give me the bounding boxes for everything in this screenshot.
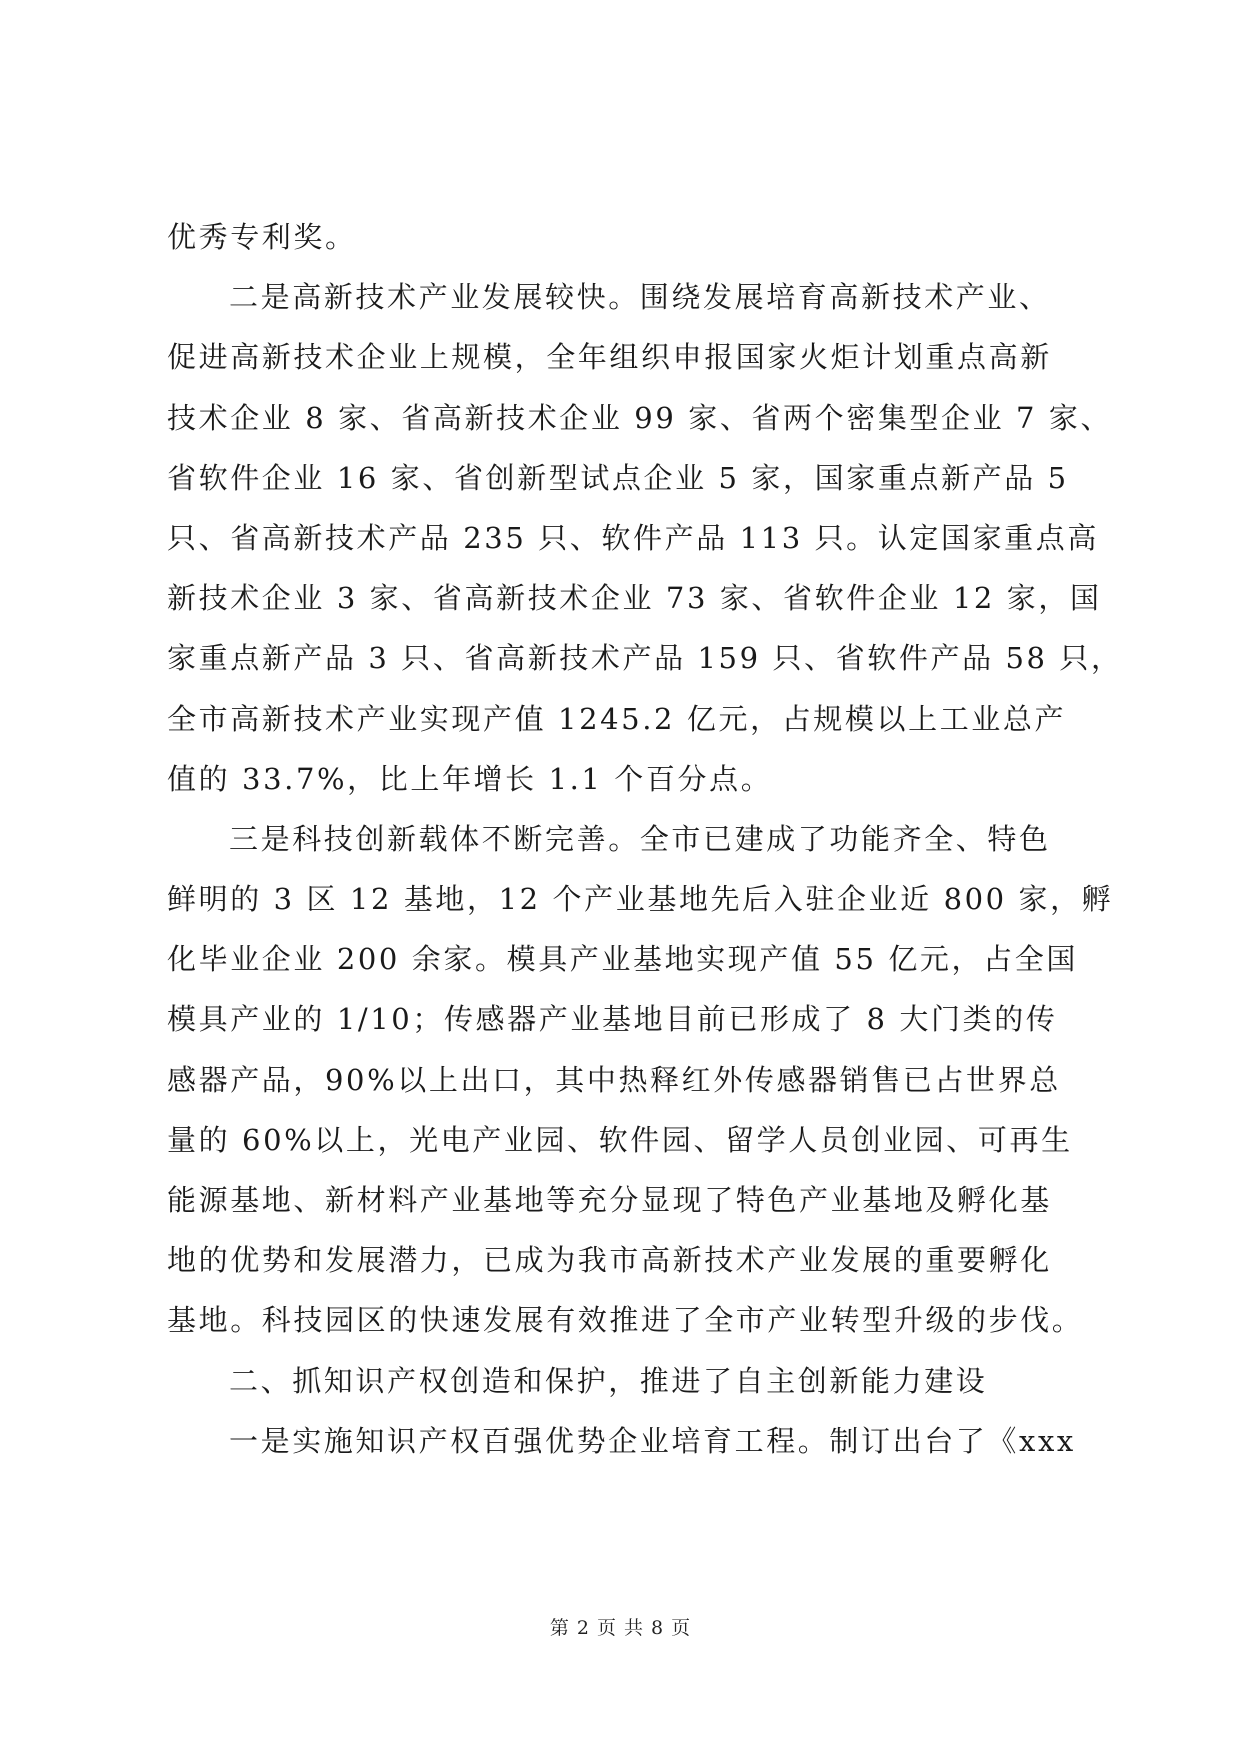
text-line: 促进高新技术企业上规模，全年组织申报国家火炬计划重点高新 bbox=[167, 340, 1052, 375]
text-line: 全市高新技术产业实现产值 1245.2 亿元，占规模以上工业总产 bbox=[167, 701, 1067, 736]
text-line: 鲜明的 3 区 12 基地，12 个产业基地先后入驻企业近 800 家，孵 bbox=[167, 882, 1114, 917]
text-line: 模具产业的 1/10；传感器产业基地目前已形成了 8 大门类的传 bbox=[167, 1002, 1058, 1037]
page-footer: 第 2 页 共 8 页 bbox=[549, 1617, 692, 1639]
body-text bbox=[167, 207, 1123, 1471]
text-line: 家重点新产品 3 只、省高新技术产品 159 只、省软件产品 58 只， bbox=[167, 641, 1123, 676]
paragraph-start-line: 一是实施知识产权百强优势企业培育工程。制订出台了《xxx bbox=[229, 1423, 1076, 1458]
text-line: 地的优势和发展潜力，已成为我市高新技术产业发展的重要孵化 bbox=[167, 1243, 1052, 1278]
text-line: 优秀专利奖。 bbox=[167, 220, 357, 254]
text-line: 新技术企业 3 家、省高新技术企业 73 家、省软件企业 12 家，国 bbox=[167, 581, 1102, 616]
text-line: 量的 60%以上，光电产业园、软件园、留学人员创业园、可再生 bbox=[167, 1122, 1073, 1157]
text-line: 技术企业 8 家、省高新技术企业 99 家、省两个密集型企业 7 家、 bbox=[167, 400, 1113, 435]
text-line: 基地。科技园区的快速发展有效推进了全市产业转型升级的步伐。 bbox=[167, 1303, 1084, 1338]
text-line: 化毕业企业 200 余家。模具产业基地实现产值 55 亿元，占全国 bbox=[167, 942, 1078, 977]
text-line: 值的 33.7%，比上年增长 1.1 个百分点。 bbox=[167, 761, 773, 796]
text-line: 能源基地、新材料产业基地等充分显现了特色产业基地及孵化基 bbox=[167, 1183, 1052, 1217]
section-heading: 二、抓知识产权创造和保护，推进了自主创新能力建设 bbox=[229, 1363, 988, 1398]
text-line: 感器产品，90%以上出口，其中热释红外传感器销售已占世界总 bbox=[167, 1062, 1061, 1097]
text-line: 省软件企业 16 家、省创新型试点企业 5 家，国家重点新产品 5 bbox=[167, 460, 1069, 495]
text-line: 只、省高新技术产品 235 只、软件产品 113 只。认定国家重点高 bbox=[167, 520, 1099, 555]
paragraph-start-line: 二是高新技术产业发展较快。围绕发展培育高新技术产业、 bbox=[229, 280, 1051, 315]
paragraph-start-line: 三是科技创新载体不断完善。全市已建成了功能齐全、特色 bbox=[229, 821, 1051, 856]
